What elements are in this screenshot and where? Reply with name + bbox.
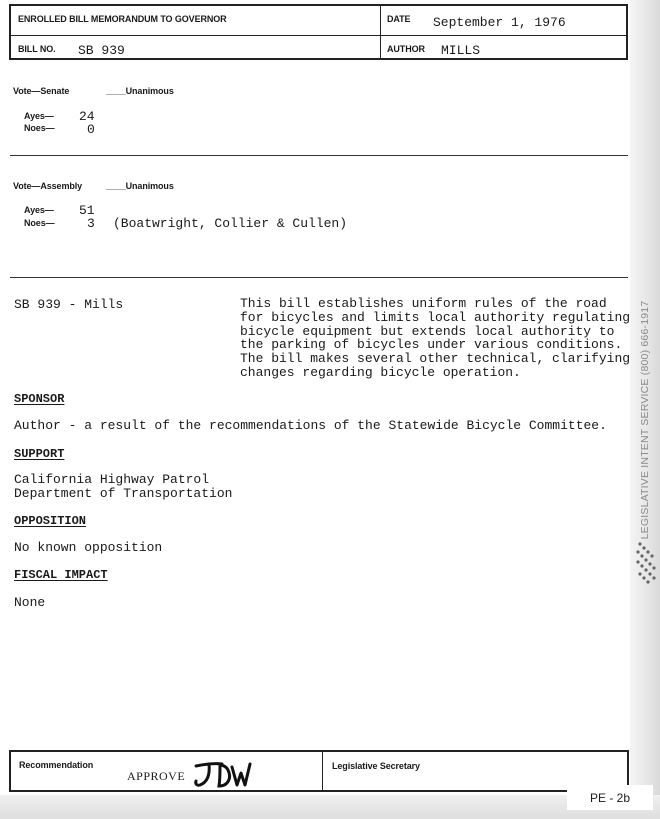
assembly-noes-value: 3 <box>87 216 95 231</box>
footer-box <box>9 750 629 792</box>
footer-column-divider <box>322 752 323 790</box>
exhibit-label: PE - 2b <box>567 785 653 810</box>
assembly-ayes-value: 51 <box>79 203 95 218</box>
divider-senate <box>10 155 628 156</box>
assembly-noes-label: Noes— <box>24 218 55 228</box>
summary-text <box>240 297 630 380</box>
date-label: DATE <box>387 14 411 24</box>
header-box <box>9 4 628 60</box>
summary-line: for bicycles and limits local authority regulating <box>240 309 631 325</box>
header-column-divider <box>380 6 381 58</box>
assembly-noes-names: (Boatwright, Collier & Cullen) <box>113 216 348 231</box>
author-label: AUTHOR <box>387 44 425 54</box>
senate-noes-label: Noes— <box>24 123 55 133</box>
sponsor-text: Author - a result of the recommendations of the Statewide Bicycle Committee. <box>14 418 607 433</box>
support-heading: SUPPORT <box>14 447 65 461</box>
support-item: California Highway Patrol <box>14 472 210 487</box>
signature-initials-icon <box>192 758 254 792</box>
summary-line: bicycle equipment but extends local authority to <box>240 323 615 339</box>
opposition-text: No known opposition <box>14 540 163 555</box>
form-title: ENROLLED BILL MEMORANDUM TO GOVERNOR <box>18 14 227 24</box>
header-divider <box>11 35 626 36</box>
senate-ayes-label: Ayes— <box>24 111 54 121</box>
author-value: MILLS <box>441 43 481 58</box>
summary-line: the parking of bicycles under various conditions. <box>240 337 623 353</box>
summary-line: The bill makes several other technical, clarifying <box>240 351 631 367</box>
secretary-label: Legislative Secretary <box>332 761 420 771</box>
date-value: September 1, 1976 <box>433 15 566 30</box>
assembly-ayes-label: Ayes— <box>24 205 54 215</box>
service-logo-icon <box>634 540 658 588</box>
bill-no-label: BILL NO. <box>18 44 56 54</box>
divider-assembly <box>10 277 628 278</box>
fiscal-heading: FISCAL IMPACT <box>14 568 108 582</box>
support-item: Department of Transportation <box>14 486 233 501</box>
senate-ayes-value: 24 <box>79 109 95 124</box>
legislative-service-label: LEGISLATIVE INTENT SERVICE (800) 666-1917 <box>639 300 651 540</box>
summary-bill-ref: SB 939 - Mills <box>14 297 124 312</box>
assembly-vote-label: Vote—Assembly <box>13 181 83 191</box>
recommendation-label: Recommendation <box>19 760 94 770</box>
bill-no-value: SB 939 <box>78 43 125 58</box>
summary-line: This bill establishes uniform rules of the road <box>240 296 607 311</box>
senate-vote-label: Vote—Senate <box>13 86 70 96</box>
senate-unanimous-label: ____Unanimous <box>106 86 174 96</box>
assembly-unanimous-label: ____Unanimous <box>106 181 174 191</box>
summary-line: changes regarding bicycle operation. <box>240 364 521 380</box>
support-list <box>14 473 232 501</box>
opposition-heading: OPPOSITION <box>14 514 87 528</box>
recommendation-value: APPROVE <box>127 769 186 783</box>
sponsor-heading: SPONSOR <box>14 392 65 406</box>
senate-noes-value: 0 <box>87 122 95 137</box>
scan-margin-bottom <box>0 795 660 819</box>
fiscal-text: None <box>14 595 46 610</box>
